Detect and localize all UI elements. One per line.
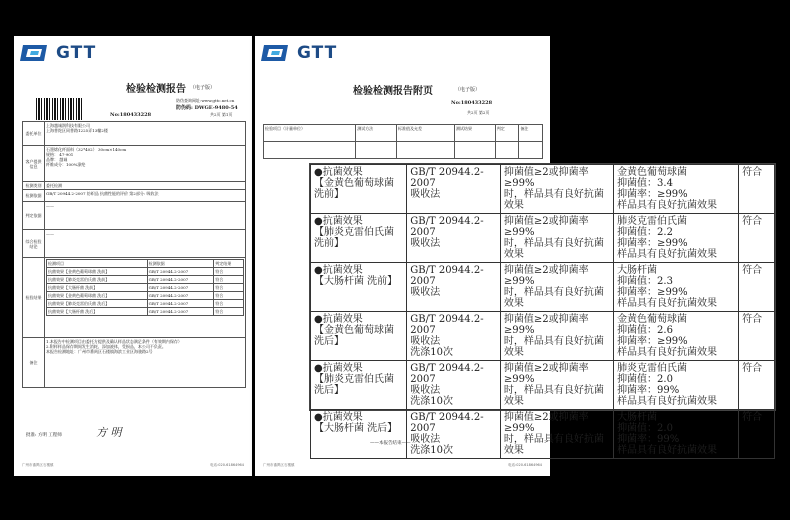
row-value: GB/T 20944.2-2007 纺织品 抗菌性能的评价 第2部分: 吸收法 xyxy=(45,190,246,202)
result-verdict: 符合 xyxy=(214,276,244,284)
result-item: 抗菌效果【肺炎克雷伯氏菌 洗后】 xyxy=(47,300,148,308)
row-label: 检测依据 xyxy=(23,190,45,202)
result-method: GB/T 20944.2-2007 xyxy=(147,292,214,300)
table-row xyxy=(47,308,244,316)
barcode xyxy=(36,98,84,120)
gtt-logo-icon xyxy=(261,43,291,63)
page-footer xyxy=(22,463,244,468)
zoom-table xyxy=(310,164,775,459)
item-cell: ●抗菌效果 【肺炎克雷伯氏菌洗后】 xyxy=(311,361,407,410)
item-cell: ●抗菌效果 【大肠杆菌 洗后】 xyxy=(311,410,407,459)
standard-cell: 抑菌值≥2或抑菌率≥99% 时，样品具有良好抗菌效果 xyxy=(500,165,613,214)
verdict-cell: 符合 xyxy=(739,214,775,263)
anti-fake-url: 防伪查询网址:www.gttc.net.cn xyxy=(176,98,235,103)
result-cell: 大肠杆菌 抑菌值：2.3 抑菌率：≥99% 样品具有良好抗菌效果 xyxy=(614,263,739,312)
report-number: No:180433228 xyxy=(110,112,152,118)
row-value: 石墨烯化纤面料（32*402） 30cm×140cm 规格： 47-901 品牌： 越诚 纤维成分：100%涤纶 xyxy=(45,146,246,182)
result-method: GB/T 20944.2-2007 xyxy=(147,284,214,292)
anti-fake-code: 防伪码: DWGE-9480-54 xyxy=(176,105,238,111)
sign-label: 批准: 方明 工程师 xyxy=(26,433,62,438)
method-cell: GB/T 20944.2-2007 吸收法 洗涤10次 xyxy=(407,312,501,361)
result-header: 检测项目 xyxy=(47,260,148,268)
item-cell: ●抗菌效果 【大肠杆菌 洗前】 xyxy=(311,263,407,312)
standard-cell: 抑菌值≥2或抑菌率≥99% 时，样品具有良好抗菌效果 xyxy=(500,263,613,312)
row-value: 1.本报告中检测项目由委托方提供及确认样品状态满足条件（有效期内保存） 2.附样样品保存期间发生消耗、添加液体，受损品，本公司不负责。 本报告检测地址：广州市番禺区石楼镇海滨工业区海骏路2号 xyxy=(45,338,246,388)
result-method: GB/T 20944.2-2007 xyxy=(147,276,214,284)
method-cell: GB/T 20944.2-2007 吸收法 xyxy=(407,214,501,263)
col-header: 检验项目（计量单位） xyxy=(264,125,356,142)
row-value: —— xyxy=(45,202,246,230)
footer-address: 广州市番禺区石楼镇 xyxy=(263,463,295,467)
verdict-cell: 符合 xyxy=(739,410,775,459)
verdict-cell: 符合 xyxy=(739,312,775,361)
result-cell: 大肠杆菌 抑菌值：2.0 抑菌率：99% 样品具有良好抗菌效果 xyxy=(614,410,739,459)
table-row xyxy=(47,268,244,276)
row-label: 检测类别 xyxy=(23,182,45,190)
result-method: GB/T 20944.2-2007 xyxy=(147,268,214,276)
page-title: 检验检测报告 xyxy=(126,84,186,95)
report-main-table xyxy=(22,121,246,388)
footer-address: 广州市番禺区石楼镇 xyxy=(22,463,54,467)
row-value: 委托检测 xyxy=(45,182,246,190)
row-label: 委托单位 xyxy=(23,122,45,146)
item-cell: ●抗菌效果 【金黄色葡萄球菌洗后】 xyxy=(311,312,407,361)
footer-phone: 电话:020-61864964 xyxy=(210,463,244,467)
standard-cell: 抑菌值≥2或抑菌率≥99% 时，样品具有良好抗菌效果 xyxy=(500,312,613,361)
result-item: 抗菌效果【大肠杆菌 洗前】 xyxy=(47,284,148,292)
result-item: 抗菌效果【金黄色葡萄球菌 洗前】 xyxy=(47,268,148,276)
gtt-logo xyxy=(20,43,96,63)
result-verdict: 符合 xyxy=(214,284,244,292)
verdict-cell: 符合 xyxy=(739,263,775,312)
gtt-logo-icon xyxy=(20,43,50,63)
table-row xyxy=(311,165,775,214)
row-label: 客户提供信息 xyxy=(23,146,45,182)
row-label: 综合检验结论 xyxy=(23,230,45,258)
method-cell: GB/T 20944.2-2007 吸收法 xyxy=(407,165,501,214)
table-row xyxy=(311,361,775,410)
result-verdict: 符合 xyxy=(214,292,244,300)
row-label: 检验结果 xyxy=(23,258,45,338)
col-header: 判定 xyxy=(495,125,519,142)
report-page-1 xyxy=(14,36,252,476)
table-row xyxy=(311,263,775,312)
gtt-logo xyxy=(261,43,337,63)
method-cell: GB/T 20944.2-2007 吸收法 洗涤10次 xyxy=(407,361,501,410)
standard-cell: 抑菌值≥2或抑菌率≥99% 时，样品具有良好抗菌效果 xyxy=(500,410,613,459)
result-cell: 金黄色葡萄球菌 抑菌值：2.6 抑菌率：≥99% 样品具有良好抗菌效果 xyxy=(614,312,739,361)
page-footer xyxy=(263,463,542,468)
result-item: 抗菌效果【金黄色葡萄球菌 洗后】 xyxy=(47,292,148,300)
row-label: 备注 xyxy=(23,338,45,388)
result-cell xyxy=(45,258,246,338)
table-row xyxy=(47,284,244,292)
result-header: 检测依据 xyxy=(147,260,214,268)
page-info: 共2页 第2页 xyxy=(467,110,490,115)
result-cell: 肺炎克雷伯氏菌 抑菌值：2.0 抑菌率：99% 样品具有良好抗菌效果 xyxy=(614,361,739,410)
result-method: GB/T 20944.2-2007 xyxy=(147,308,214,316)
result-item: 抗菌效果【肺炎克雷伯氏菌 洗前】 xyxy=(47,276,148,284)
report-number: No:180433228 xyxy=(451,100,493,106)
table-row xyxy=(47,292,244,300)
table-row xyxy=(311,410,775,459)
result-verdict: 符合 xyxy=(214,300,244,308)
table-row xyxy=(47,300,244,308)
col-header: 测试结果 xyxy=(454,125,495,142)
end-of-report: ——本报告结束—— xyxy=(370,441,411,446)
appendix-table xyxy=(263,124,543,159)
result-subtable xyxy=(46,259,244,316)
result-header: 判定结果 xyxy=(214,260,244,268)
result-method: GB/T 20944.2-2007 xyxy=(147,300,214,308)
item-cell: ●抗菌效果 【肺炎克雷伯氏菌洗前】 xyxy=(311,214,407,263)
row-value: —— xyxy=(45,230,246,258)
page-title: 检验检测报告附页 xyxy=(353,86,433,97)
result-cell: 金黄色葡萄球菌 抑菌值：3.4 抑菌率：≥99% 样品具有良好抗菌效果 xyxy=(614,165,739,214)
edition-label: （电子版） xyxy=(190,85,216,91)
signature: 方 明 xyxy=(96,426,122,439)
col-header: 备注 xyxy=(519,125,543,142)
page-info: 共2页 第1页 xyxy=(210,112,233,117)
method-cell: GB/T 20944.2-2007 吸收法 xyxy=(407,263,501,312)
item-cell: ●抗菌效果 【金黄色葡萄球菌洗前】 xyxy=(311,165,407,214)
result-verdict: 符合 xyxy=(214,308,244,316)
footer-phone: 电话:020-61864964 xyxy=(508,463,542,467)
brand-name: GTT xyxy=(56,43,97,63)
brand-name: GTT xyxy=(297,43,338,63)
table-row xyxy=(311,312,775,361)
row-value: 上海越诚润科技有限公司 上海普陀区同普路1225弄13幢2楼 xyxy=(45,122,246,146)
table-row xyxy=(47,276,244,284)
col-header: 测试方法 xyxy=(356,125,397,142)
standard-cell: 抑菌值≥2或抑菌率≥99% 时，样品具有良好抗菌效果 xyxy=(500,361,613,410)
verdict-cell: 符合 xyxy=(739,361,775,410)
result-item: 抗菌效果【大肠杆菌 洗后】 xyxy=(47,308,148,316)
verdict-cell: 符合 xyxy=(739,165,775,214)
method-cell: GB/T 20944.2-2007 吸收法 洗涤10次 xyxy=(407,410,501,459)
row-label: 判定依据 xyxy=(23,202,45,230)
edition-label: （电子版） xyxy=(455,87,481,93)
table-row xyxy=(311,214,775,263)
result-cell: 肺炎克雷伯氏菌 抑菌值：2.2 抑菌率：≥99% 样品具有良好抗菌效果 xyxy=(614,214,739,263)
result-verdict: 符合 xyxy=(214,268,244,276)
standard-cell: 抑菌值≥2或抑菌率≥99% 时，样品具有良好抗菌效果 xyxy=(500,214,613,263)
col-header: 标准值及允差 xyxy=(397,125,455,142)
